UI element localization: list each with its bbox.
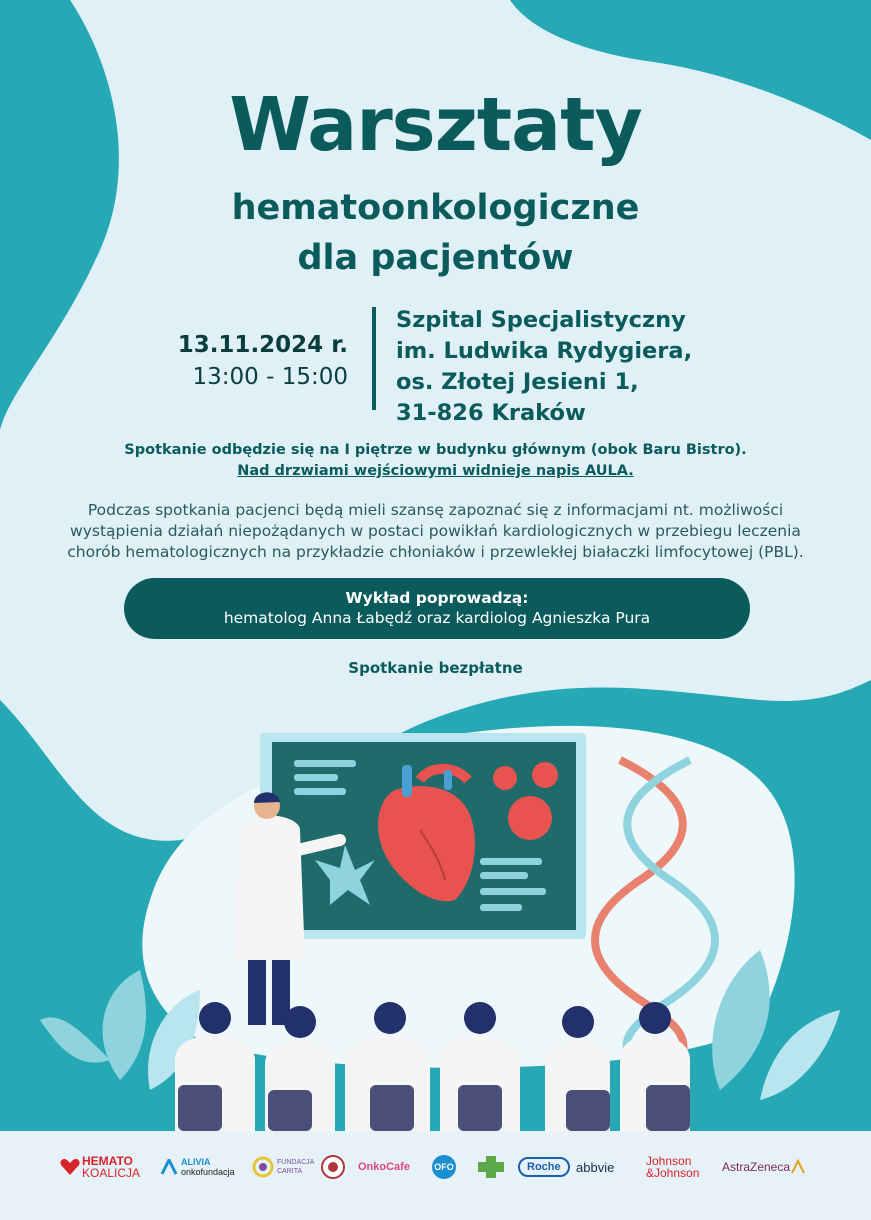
seal-icon xyxy=(320,1154,346,1180)
astrazeneca-mark-icon xyxy=(790,1159,806,1175)
address-block xyxy=(396,305,692,429)
abbvie-logo: abbvie xyxy=(576,1159,615,1175)
alivia-mark-icon xyxy=(160,1159,178,1175)
carita-circle-icon xyxy=(252,1156,274,1178)
description-line-2: wystąpienia działań niepożądanych w postaci powikłań kardiologicznych w przebiegu leczenia xyxy=(70,522,801,540)
cross-logo xyxy=(472,1152,512,1182)
subtitle-line-2: dla pacjentów xyxy=(297,238,574,278)
seal-logo xyxy=(320,1152,346,1182)
address-line-1: Szpital Specjalistyczny xyxy=(396,307,686,333)
onkocafe-logo: OnkoCafe xyxy=(358,1161,410,1173)
roche-logo: Roche xyxy=(518,1152,570,1182)
event-time: 13:00 - 15:00 xyxy=(192,364,348,390)
door-note: Nad drzwiami wejściowymi widnieje napis AULA. xyxy=(237,463,634,479)
lecture-speakers: hematolog Anna Łabędź oraz kardiolog Agnieszka Pura xyxy=(223,609,651,627)
divider-line xyxy=(372,307,376,410)
page-title: Warsztaty xyxy=(229,82,642,168)
free-entry-note: Spotkanie bezpłatne xyxy=(348,659,523,677)
description-line-1: Podczas spotkania pacjenci będą mieli szansę zapoznać się z informacjami nt. możliwości xyxy=(87,501,784,519)
heart-logo-icon xyxy=(60,1158,80,1176)
description xyxy=(40,500,831,563)
address-line-2: im. Ludwika Rydygiera, xyxy=(396,338,693,364)
lecture-label: Wykład poprowadzą: xyxy=(345,589,529,607)
date-block xyxy=(178,332,348,390)
floor-note: Spotkanie odbędzie się na I piętrze w budynku głównym (obok Baru Bistro). xyxy=(124,442,747,458)
lecture-box xyxy=(124,578,750,639)
subtitle-line-1: hematoonkologiczne xyxy=(231,188,640,228)
hemato-koalicja-logo: HEMATO KOALICJA xyxy=(60,1152,140,1182)
johnson-johnson-logo: Johnson &Johnson xyxy=(646,1154,700,1180)
fundacja-carita-logo: FUNDACJA CARITA xyxy=(252,1152,314,1182)
green-cross-icon xyxy=(472,1154,512,1180)
address-line-4: 31-826 Kraków xyxy=(396,400,586,426)
address-line-3: os. Złotej Jesieni 1, xyxy=(396,369,639,395)
location-notes xyxy=(0,440,871,482)
alivia-logo: ALIVIA onkofundacja xyxy=(160,1152,235,1182)
event-date: 13.11.2024 r. xyxy=(177,332,348,358)
ofo-logo: OFO xyxy=(432,1152,456,1182)
astrazeneca-logo: AstraZeneca xyxy=(722,1152,806,1182)
description-line-3: chorób hematologicznych na przykładzie chłoniaków i przewlekłej białaczki limfocytowej (PBL). xyxy=(67,543,804,561)
